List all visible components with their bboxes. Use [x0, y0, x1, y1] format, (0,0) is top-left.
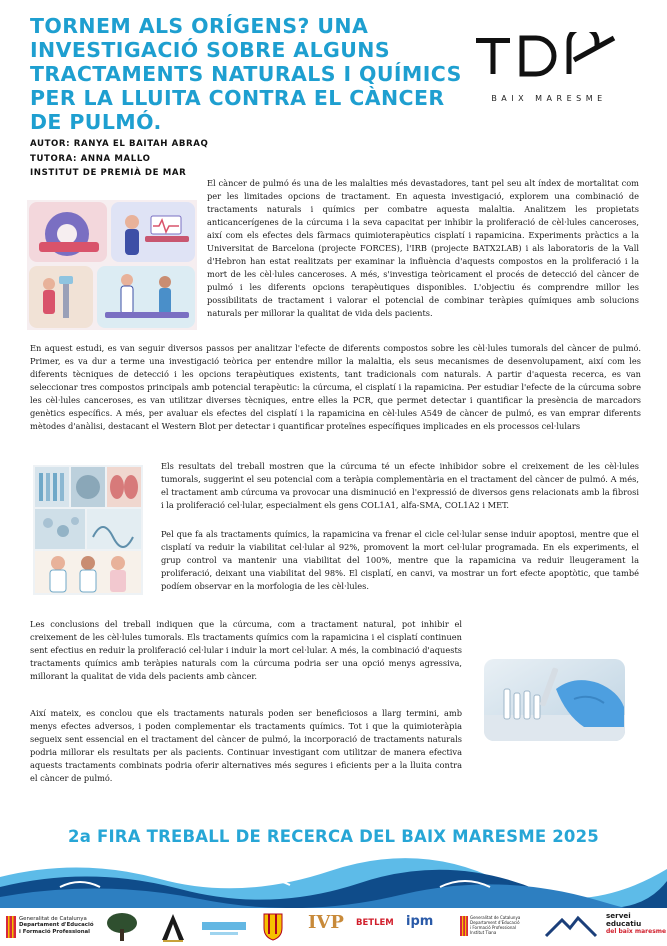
sponsor-bar	[0, 908, 667, 946]
ipm-logo: ipm	[406, 914, 434, 929]
generalitat-emblem-icon	[460, 916, 468, 936]
results-paragraph-curcuma: Els resultats del treball mostren que la cúrcuma té un efecte inhibidor sobre el creixement de les cèl·lules tumorals, suggerint el seu potencial com a teràpia complementària en el tractament del càncer de pulmó. A més, el tractament amb cúrcuma va provocar una disminució en l'expressió de diversos gens relacionats amb la fibrosi i la proliferació cel·lular, especialment els gens COL1A1, alfa-SMA, COL1A2 i MET.	[161, 461, 639, 511]
poster-title: TORNEM ALS ORÍGENS? UNA INVESTIGACIÓ SOBRE ALGUNS TRACTAMENTS NATURALS I QUÍMICS PER LA LLUITA CONTRA EL CÀNCER DE PULMÓ.	[30, 14, 462, 134]
logo-subtitle: BAIX MARESME	[491, 94, 607, 103]
generalitat-tiana-logo: Generalitat de Catalunya Departament d'Educació i Formació Professional Institut Tiana	[470, 915, 521, 935]
wave-decoration	[0, 857, 667, 915]
betlem-logo: BETLEM	[356, 918, 394, 928]
conclusions-paragraph-2: Així mateix, es conclou que els tractaments naturals poden ser beneficiosos a llarg termini, amb menys efectes adversos, i poden complementar els tractaments químics. Tot i que la quimioteràpia segueix sent essencial en el tractament del càncer de pulmó, la incorporació de tractaments naturals podria millorar els resultats per als pacients. Continuar investigant com utilitzar de manera efectiva aquests tractaments combinats podria oferir alternatives més segures i eficients per a la lluita contra el càncer de pulmó.	[30, 708, 462, 784]
ivp-logo: IVP	[308, 912, 344, 933]
methods-paragraph: En aquest estudi, es van seguir diversos passos per analitzar l'efecte de diferents compostos sobre les cèl·lules tumorals del càncer de pulmó. Primer, es va dur a terme una investigació teòrica per entendre millor la malaltia, els seus mecanismes de desenvolupament, així com les diferents tècniques de detecció i les opcions terapèutiques existents, tant tradicionals com naturals. A partir d'aquesta recerca, es van seleccionar tres compostos principals amb potencial terapèutic: la cúrcuma, el cisplatí i la rapamicina. Per estudiar l'efecte de la cúrcuma sobre les cèl·lules canceroses, es van utilitzar diverses tècniques, entre elles la PCR, que permet detectar i quantificar la presència de marcadors genètics específics. A més, per avaluar els efectes del cisplatí i la rapamicina en cèl·lules A549 de càncer de pulmó, es van emprar diferents mètodes d'anàlisi, destacant el Western Blot per detectar i quantificar proteïnes específiques implicades en els processos cel·lulars	[30, 343, 641, 432]
a-school-logo-icon	[160, 912, 186, 942]
intro-paragraph: El càncer de pulmó és una de les malalties més devastadores, tant pel seu alt índex de mortalitat com per les limitades opcions de tractament. En aquesta investigació, explorem una combinació de tractaments naturals i químics per combatre aquesta malaltia. Analitzem les propietats anticancerígenes de la cúrcuma i la seva capacitat per inhibir la proliferació de cèl·lules canceroses, així com els efectes dels fàrmacs quimioterapèutics cisplatí i rapamicina. Experiments pràctics a la Universitat de Barcelona (projecte FORCES), l'IRB (projecte BATX2LAB) i als laboratoris de la Vall d'Hebron han estat realitzats per examinar la influència d'aquests compostos en la proliferació i la mort de les cèl·lules canceroses. A més, s'investiga teòricament el procés de detecció del càncer de pulmó i les diferents opcions terapèutiques disponibles. L'objectiu és comprendre millor les possibilitats de tractament i valorar el potencial de combinar teràpies químiques amb solucions naturals per millorar la qualitat de vida dels pacients.	[207, 178, 639, 319]
results-paragraph-chemicals: Pel que fa als tractaments químics, la rapamicina va frenar el cicle cel·lular sense induir apoptosi, mentre que el cisplatí va reduir la viabilitat cel·lular al 92%, promovent la mort cel·lular programada. En els experiments, el grup control va mantenir una viabilitat del 100%, mentre que la rapamicina va reduir lleugerament la proliferació, deixant una viabilitat del 98%. El cisplatí, en canvi, va mostrar un fort efecte apoptòtic, que també podíem observar en la morfologia de les cèl·lules.	[161, 529, 639, 592]
servei-educatiu-logo: servei educatiu del baix maresme	[606, 911, 667, 935]
hospital-illustration	[27, 200, 197, 330]
fair-title: 2a FIRA TREBALL DE RECERCA DEL BAIX MARESME 2025	[68, 827, 599, 846]
generalitat-logo: Generalitat de Catalunya Departament d'Educació i Formació Professional	[19, 916, 94, 935]
author-name: AUTOR: RANYA EL BAITAH ABRAQ	[30, 139, 209, 149]
lab-photo	[484, 659, 625, 741]
mountain-logo-icon	[544, 914, 598, 940]
tutor-name: TUTORA: ANNA MALLO	[30, 153, 151, 164]
school-name: INSTITUT DE PREMIÀ DE MAR	[30, 168, 187, 178]
shield-icon	[263, 913, 283, 941]
author-block	[30, 137, 208, 181]
generalitat-emblem-icon	[6, 916, 16, 938]
institute-logo-icon	[202, 918, 246, 938]
tree-logo-icon	[104, 911, 140, 943]
medical-collage	[33, 465, 143, 595]
conclusions-paragraph-1: Les conclusions del treball indiquen que la cúrcuma, com a tractament natural, pot inhibir el creixement de les cèl·lules tumorals. Els tractaments químics com la rapamicina i el cisplatí continuen sent efectius en reduir la proliferació cel·lular i induir la mort cel·lular. A més, la combinació d'aquests tractaments químics amb teràpies naturals com la cúrcuma podria ser una opció menys agressiva, millorant la qualitat de vida dels pacients amb càncer.	[30, 619, 462, 682]
